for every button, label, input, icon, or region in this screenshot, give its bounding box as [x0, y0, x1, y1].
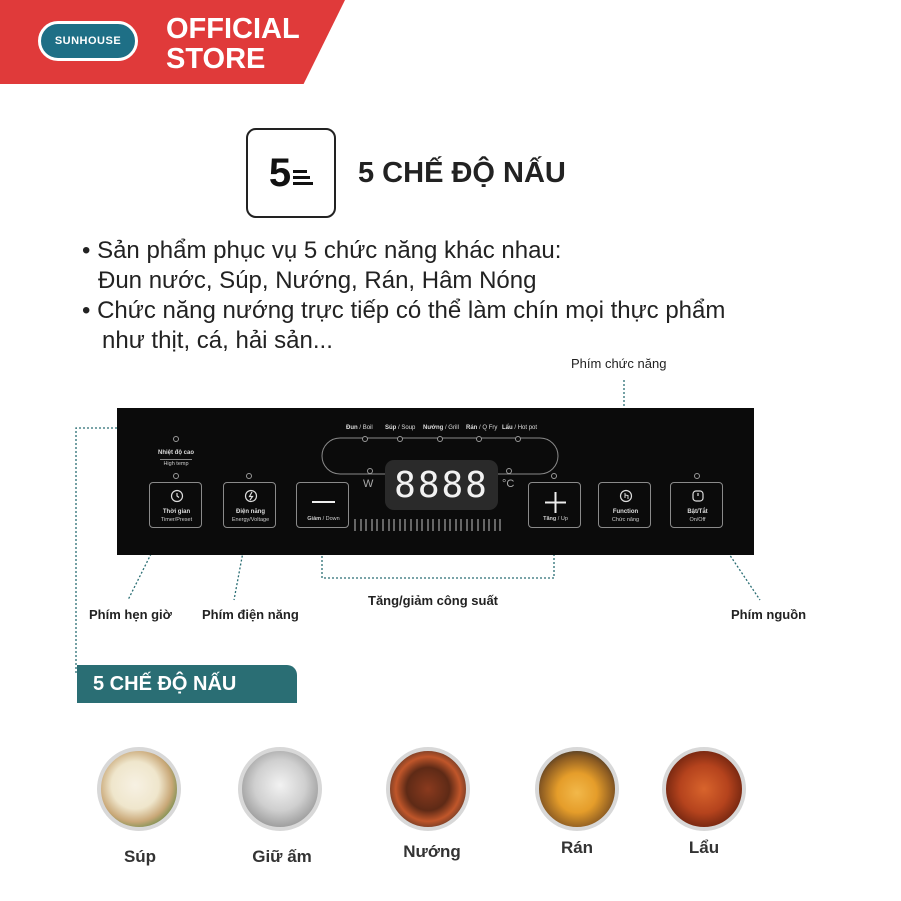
hotpot-image	[662, 747, 746, 831]
soup-label: Súp	[123, 847, 157, 866]
power-key-callout: Phím nguồn	[731, 607, 807, 622]
bullet-grill: • Chức năng nướng trực tiếp có thể làm chín mọi thực phẩm	[82, 297, 726, 324]
high-temp-label-en: High temp	[163, 461, 189, 467]
section-heading: 5 CHẾ ĐỘ NẤU	[358, 157, 566, 189]
power-icon	[691, 489, 705, 503]
bullet-functions: • Sản phẩm phục vụ 5 chức năng khác nhau:	[82, 237, 562, 264]
increase-button[interactable]	[528, 482, 581, 528]
function-key-callout: Phím chức năng	[571, 356, 667, 371]
mode-fry-indicator	[476, 436, 482, 442]
official-label: OFFICIAL	[166, 13, 300, 45]
keep-warm-label: Giữ ấm	[252, 847, 312, 866]
plus-icon	[544, 491, 567, 514]
hotpot-label: Lẩu	[688, 838, 720, 857]
fry-label: Rán	[560, 838, 594, 857]
decrease-button[interactable]	[296, 482, 349, 528]
bullet-functions-list: Đun nước, Súp, Nướng, Rán, Hâm Nóng	[98, 267, 537, 294]
celsius-unit: °C	[502, 478, 515, 490]
digital-display	[385, 460, 498, 510]
mode-boil-indicator	[362, 436, 368, 442]
icon-number: 5	[268, 151, 292, 195]
timer-label-vi: Thời gian	[162, 509, 191, 515]
watt-indicator	[367, 468, 373, 474]
mode-hotpot-indicator	[515, 436, 521, 442]
decrease-label: Giảm / Down	[307, 516, 340, 522]
modes-section-tab	[77, 665, 297, 703]
grill-image	[386, 747, 470, 831]
energy-label-en: Energy/Voltage	[231, 517, 270, 523]
timer-label-en: Timer/Preset	[160, 517, 193, 523]
mode-soup-label: Súp / Soup	[385, 425, 416, 431]
grill-label: Nướng	[403, 842, 461, 861]
high-temp-indicator	[173, 436, 179, 442]
function-label-en: Function	[612, 509, 639, 515]
function-button[interactable]	[598, 482, 651, 528]
power-adjust-callout: Tăng/giảm công suất	[368, 593, 499, 608]
minus-icon	[312, 501, 335, 503]
high-temp-label-vi: Nhiệt độ cao	[157, 450, 194, 456]
modes-section-title: 5 CHẾ ĐỘ NẤU	[93, 673, 237, 695]
lightning-icon	[244, 489, 258, 503]
celsius-indicator	[506, 468, 512, 474]
logo-text: SUNHOUSE	[54, 35, 122, 47]
clock-icon	[170, 489, 184, 503]
power-label-en: On/Off	[689, 517, 706, 523]
energy-key-callout: Phím điện năng	[202, 607, 299, 622]
increase-label: Tăng / Up	[543, 516, 568, 522]
bullet-grill-foods: như thịt, cá, hải sản...	[102, 327, 333, 354]
timer-key-callout: Phím hẹn giờ	[89, 607, 172, 622]
up-indicator	[551, 473, 557, 479]
mode-boil-label: Đun / Boil	[346, 425, 373, 431]
power-label-vi: Bật/Tắt	[687, 509, 708, 515]
energy-label-vi: Điện năng	[235, 509, 265, 515]
mode-grill-label: Nướng / Grill	[423, 425, 459, 431]
touch-icon	[619, 489, 633, 503]
function-label-vi: Chức năng	[611, 517, 640, 523]
keep-warm-image	[238, 747, 322, 831]
timer-button[interactable]	[149, 482, 202, 528]
power-button[interactable]	[670, 482, 723, 528]
soup-image	[97, 747, 181, 831]
store-label: STORE	[166, 43, 266, 75]
timer-indicator	[173, 473, 179, 479]
energy-button[interactable]	[223, 482, 276, 528]
power-level-bar	[354, 519, 501, 531]
mode-soup-indicator	[397, 436, 403, 442]
mode-fry-label: Rán / Q Fry	[466, 425, 498, 431]
mode-hotpot-label: Lẩu / Hot pot	[502, 425, 538, 431]
power-indicator	[694, 473, 700, 479]
mode-grill-indicator	[437, 436, 443, 442]
watt-unit: W	[363, 478, 374, 490]
display-value: 8888	[394, 464, 489, 506]
energy-indicator	[246, 473, 252, 479]
fry-image	[535, 747, 619, 831]
